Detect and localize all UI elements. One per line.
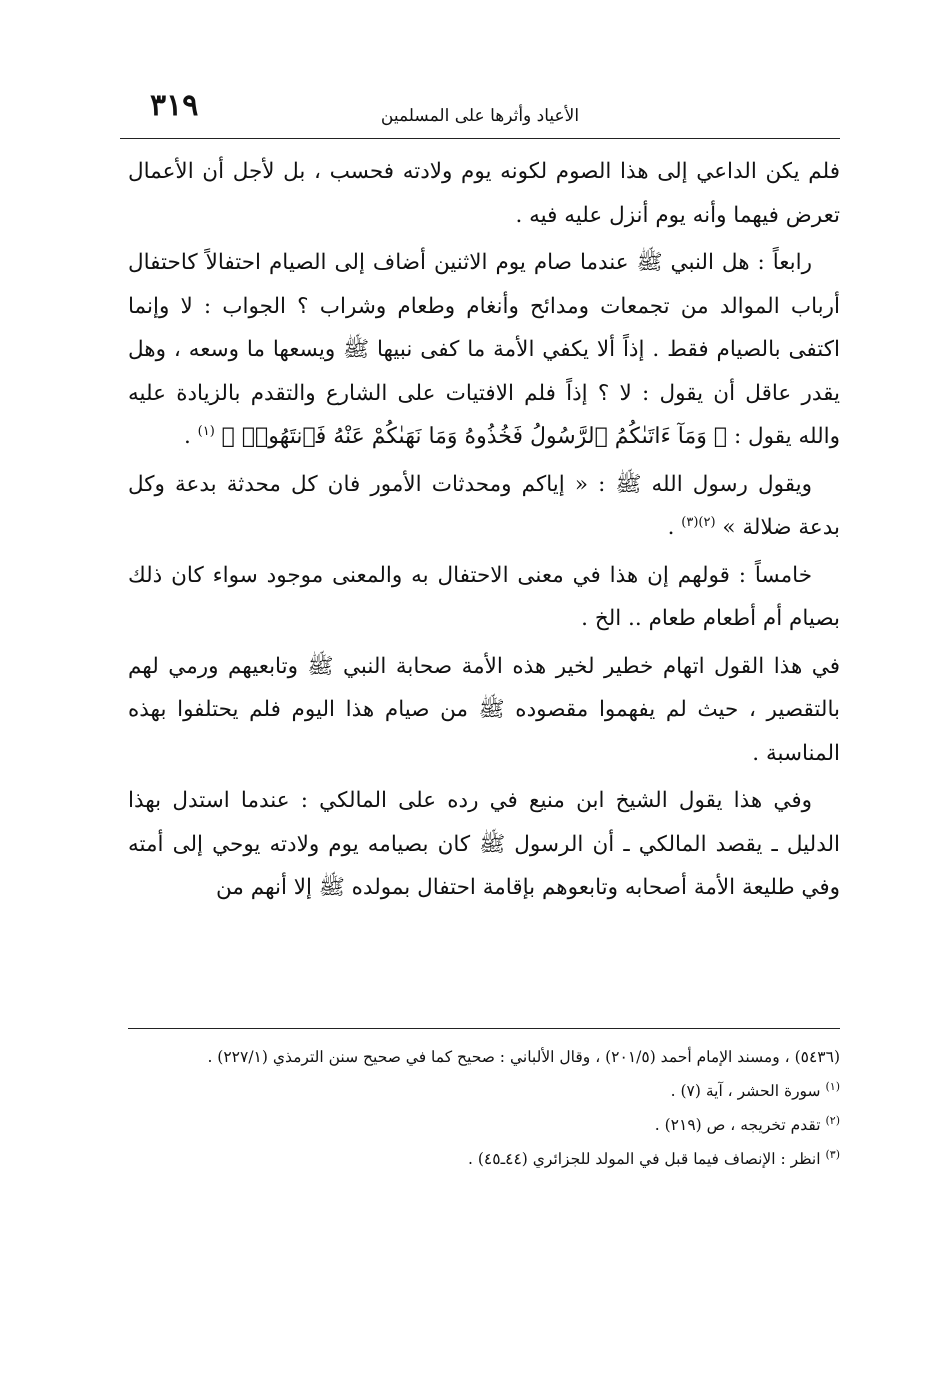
footnote-3-text: انظر : الإنصاف فيما قبل في المولد للجزائري (٤٤ـ٤٥) . [468,1150,821,1168]
quran-verse: ﴿ وَمَآ ءَاتَىٰكُمُ ٱلرَّسُولُ فَخُذُوهُ وَمَا نَهَىٰكُمْ عَنْهُ فَٱنتَهُوا۟ ﴾ [221,424,728,449]
running-header [120,88,840,139]
paragraph-6: وفي هذا يقول الشيخ ابن منيع في رده على المالكي : عندما استدل بهذا الدليل ـ يقصد المالكي ـ أن الرسول ﷺ كان بصيامه يوم ولادته يوحي إلى أمته وفي طليعة الأمة أصحابه وتابعوهم بإقامة احتفال بمولده ﷺ إلا أنهم من [128,788,840,900]
paragraph-1: فلم يكن الداعي إلى هذا الصوم لكونه يوم ولادته فحسب ، بل لأجل أن الأعمال تعرض فيهما وأنه يوم أنزل عليه فيه . [128,159,840,228]
footnote-1 [128,1074,840,1108]
footnote-2 [128,1108,840,1142]
footnote-1-number: (١) [825,1079,840,1093]
page-number: ٣١٩ [150,88,199,123]
footnote-3-number: (٣) [825,1147,840,1161]
footnotes [128,1040,840,1176]
paragraph-3: ويقول رسول الله ﷺ : « إياكم ومحدثات الأمور فان كل محدثة بدعة وكل بدعة ضلالة » $^{(٢)(٣)}$ . [128,471,840,540]
footnote-ref-2-3: (٢)(٣) [681,514,716,530]
footnote-2-number: (٢) [825,1113,840,1127]
paragraph-2-text: رابعاً : هل النبي ﷺ عندما صام يوم الاثنين أضاف إلى الصيام احتفالاً كاحتفال أرباب الموالد من تجمعات ومدائح وأنغام وطعام وشراب ؟ الجواب : لا وإنما اكتفى بالصيام فقط . إذاً ألا يكفي الأمة ما كفى نبيها ﷺ ويسعها ما وسعه ، وهل يقدر عاقل أن يقول : لا ؟ إذاً فلم الافتيات على الشارع والتقدم بالزيادة عليه والله يقول : [128,250,840,449]
paragraph-2: رابعاً : هل النبي ﷺ عندما صام يوم الاثنين أضاف إلى الصيام احتفالاً كاحتفال أرباب الموالد من تجمعات ومدائح وأنغام وطعام وشراب ؟ الجواب : لا وإنما اكتفى بالصيام فقط . إذاً ألا يكفي الأمة ما كفى نبيها ﷺ ويسعها ما وسعه ، وهل يقدر عاقل أن يقول : لا ؟ إذاً فلم الافتيات على الشارع والتقدم بالزيادة عليه والله يقول : ﴿ وَمَآ ءَاتَىٰكُمُ ٱلرَّسُولُ فَخُذُوهُ وَمَا نَهَىٰكُمْ عَنْهُ فَٱنتَهُوا۟ ﴾ $^{(١)}$ . [128,250,840,449]
paragraph-4: خامساً : قولهم إن هذا في معنى الاحتفال به والمعنى موجود سواء كان ذلك بصيام أم أطعام طعام .. الخ . [128,562,840,631]
footnote-3 [128,1142,840,1176]
footnote-ref-1: (١) [197,423,215,439]
main-text [128,150,840,914]
running-title: الأعياد وأثرها على المسلمين [380,106,580,126]
footnote-2-text: تقدم تخريجه ، ص (٢١٩) . [654,1116,821,1134]
footnote-divider [128,1028,840,1029]
paragraph-3-text: ويقول رسول الله ﷺ : « إياكم ومحدثات الأمور فان كل محدثة بدعة وكل بدعة ضلالة » [128,471,840,540]
footnote-continuation: (٥٤٣٦) ، ومسند الإمام أحمد (٢٠١/٥) ، وقال الألباني : صحيح كما في صحيح سنن الترمذي (٢٢٧/١) . [207,1048,840,1066]
paragraph-5: في هذا القول اتهام خطير لخير هذه الأمة صحابة النبي ﷺ وتابعيهم ورمي لهم بالتقصير ، حيث لم يفهموا مقصوده ﷺ من صيام هذا اليوم فلم يحتلفوا بهذه المناسبة . [128,653,840,766]
footnote-1-text: سورة الحشر ، آية (٧) . [670,1082,821,1100]
